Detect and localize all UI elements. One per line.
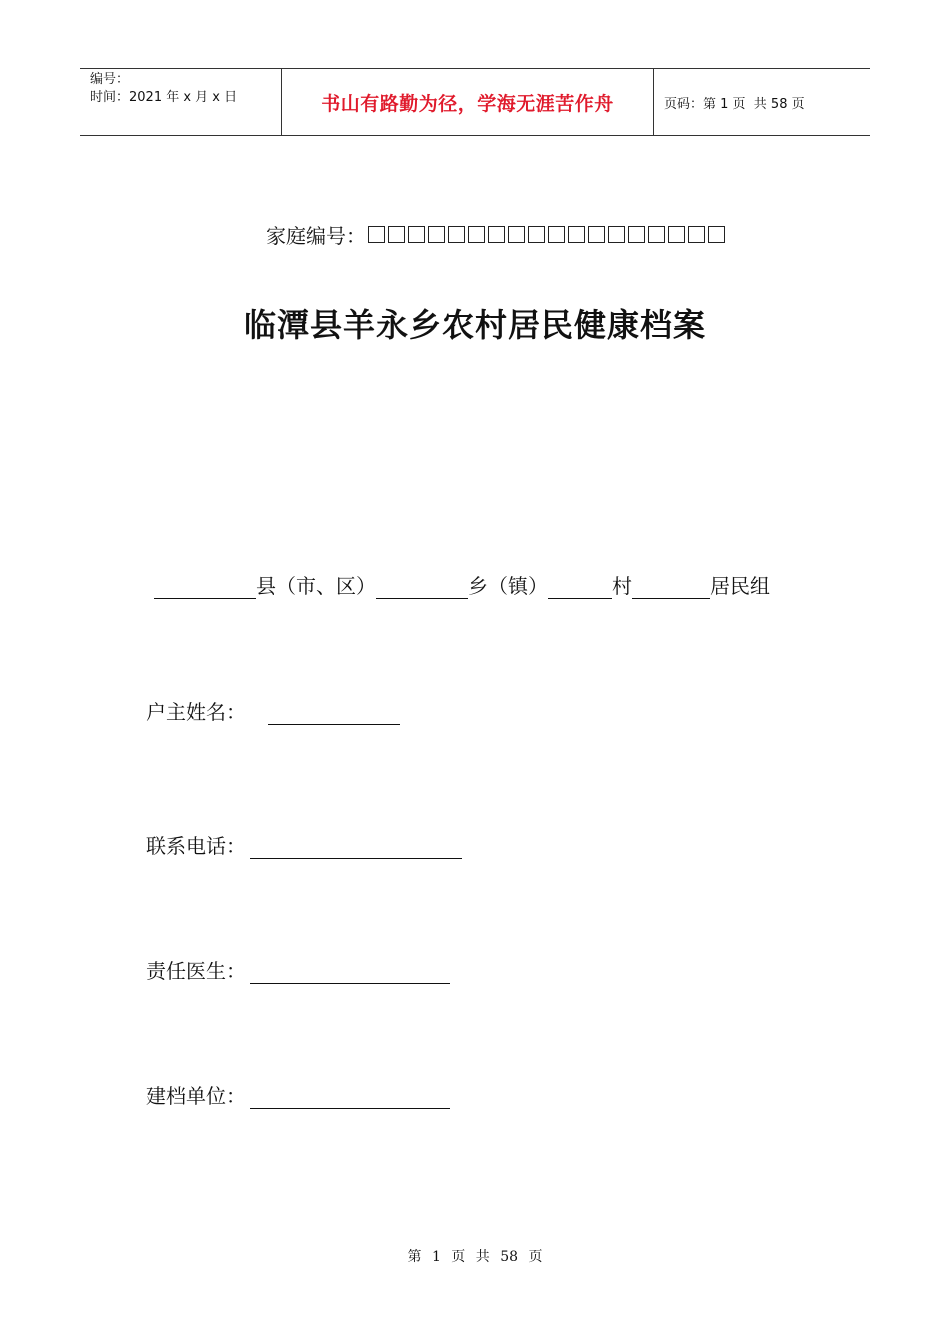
village-blank[interactable]: [548, 576, 612, 599]
phone-field: [146, 830, 462, 859]
family-code-box[interactable]: [528, 226, 545, 243]
header-code-label: 编号：: [90, 72, 130, 87]
family-code-label: 家庭编号：: [266, 224, 366, 248]
family-code-box[interactable]: [588, 226, 605, 243]
group-label: 居民组: [710, 574, 770, 598]
family-code-box[interactable]: [628, 226, 645, 243]
header-page: [654, 69, 870, 135]
doctor-blank[interactable]: [250, 961, 450, 984]
township-blank[interactable]: [376, 576, 468, 599]
unit-label: 建档单位：: [146, 1084, 246, 1108]
phone-label: 联系电话：: [146, 834, 246, 858]
header-time-label: 时间：2021 年 x 月 x 日: [90, 90, 238, 105]
family-code: [266, 220, 725, 249]
page-header: [80, 68, 870, 136]
unit-field: [146, 1080, 450, 1109]
doctor-label: 责任医生：: [146, 959, 246, 983]
header-meta: [80, 69, 282, 135]
county-label: 县（市、区）: [256, 574, 376, 598]
family-code-box[interactable]: [448, 226, 465, 243]
family-code-box[interactable]: [608, 226, 625, 243]
village-label: 村: [612, 574, 632, 598]
document-title: 临潭县羊永乡农村居民健康档案: [243, 306, 706, 344]
householder-blank[interactable]: [268, 702, 400, 725]
family-code-box[interactable]: [508, 226, 525, 243]
family-code-box[interactable]: [568, 226, 585, 243]
family-code-box[interactable]: [368, 226, 385, 243]
family-code-box[interactable]: [668, 226, 685, 243]
page-footer: 第 1 页 共 58 页: [407, 1249, 543, 1265]
family-code-box[interactable]: [708, 226, 725, 243]
family-code-box[interactable]: [548, 226, 565, 243]
phone-blank[interactable]: [250, 836, 462, 859]
family-code-box[interactable]: [648, 226, 665, 243]
unit-blank[interactable]: [250, 1086, 450, 1109]
family-code-boxes[interactable]: [368, 226, 725, 243]
family-code-box[interactable]: [468, 226, 485, 243]
householder-label: 户主姓名：: [146, 700, 246, 724]
family-code-box[interactable]: [688, 226, 705, 243]
header-motto: 书山有路勤为径，学海无涯苦作舟: [282, 69, 654, 135]
family-code-box[interactable]: [388, 226, 405, 243]
family-code-box[interactable]: [488, 226, 505, 243]
county-blank[interactable]: [154, 576, 256, 599]
family-code-box[interactable]: [408, 226, 425, 243]
township-label: 乡（镇）: [468, 574, 548, 598]
address-line: [154, 570, 770, 599]
householder-field: [146, 696, 400, 725]
group-blank[interactable]: [632, 576, 710, 599]
header-page-label: 页码：第 1 页 共 58 页: [664, 96, 805, 112]
doctor-field: [146, 955, 450, 984]
family-code-box[interactable]: [428, 226, 445, 243]
